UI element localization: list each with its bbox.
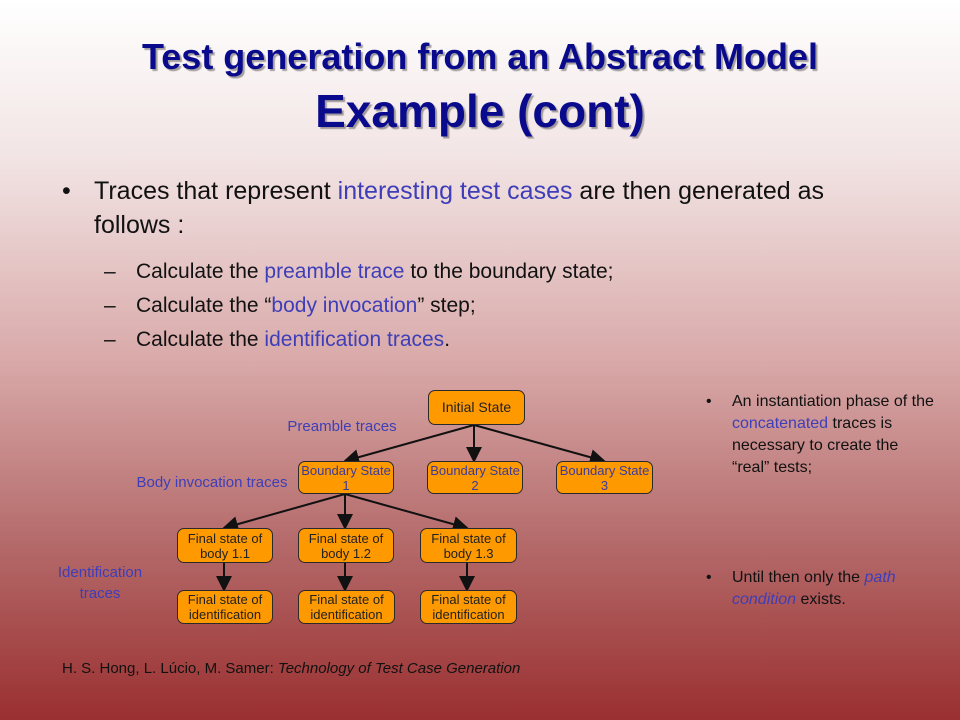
footer-authors: H. S. Hong, L. Lúcio, M. Samer: bbox=[62, 660, 278, 677]
slide-subtitle: Example (cont) bbox=[315, 85, 645, 137]
edge-root-bs3 bbox=[474, 425, 604, 461]
side-highlight: concatenated bbox=[732, 415, 829, 432]
side-text: traces is necessary to create the “real” tests; bbox=[732, 415, 899, 476]
side-text: Until then only the bbox=[732, 569, 865, 586]
node-final-identification-3: Final state of identification bbox=[420, 590, 517, 624]
node-final-body-1-3: Final state of body 1.3 bbox=[420, 528, 517, 563]
slide-title: Test generation from an Abstract Model bbox=[141, 36, 819, 77]
label-body-invocation-traces: Body invocation traces bbox=[136, 474, 288, 491]
sub-text: Calculate the bbox=[136, 328, 265, 351]
bullet-highlight: interesting test cases bbox=[337, 177, 573, 205]
sub-highlight: body invocation bbox=[271, 294, 418, 317]
sub-text: ” step; bbox=[417, 294, 476, 317]
node-boundary-state-1: Boundary State 1 bbox=[298, 461, 394, 494]
node-final-body-1-1: Final state of body 1.1 bbox=[177, 528, 273, 563]
sub-highlight: identification traces bbox=[264, 328, 445, 351]
side-note-path-condition bbox=[706, 567, 936, 611]
side-text: exists. bbox=[796, 591, 846, 608]
node-final-body-1-2: Final state of body 1.2 bbox=[298, 528, 394, 563]
sub-text: Calculate the bbox=[136, 260, 265, 283]
edge-bs1-fb1 bbox=[224, 494, 345, 528]
label-preamble-traces: Preamble traces bbox=[287, 418, 397, 435]
dash: – bbox=[104, 260, 116, 283]
sub-text: . bbox=[444, 328, 451, 351]
label-identification-traces: Identification traces bbox=[57, 564, 143, 602]
sub-text: to the boundary state; bbox=[404, 260, 614, 283]
sub-text: Calculate the “ bbox=[136, 294, 272, 317]
sub-highlight: preamble trace bbox=[264, 260, 405, 283]
bullet-marker: • bbox=[62, 177, 71, 205]
node-boundary-state-3: Boundary State 3 bbox=[556, 461, 653, 494]
bullet-text-pre: Traces that represent bbox=[94, 177, 338, 205]
side-highlight: path condition bbox=[732, 569, 896, 608]
footer-citation bbox=[62, 660, 520, 677]
footer-work-title: Technology of Test Case Generation bbox=[277, 660, 521, 677]
node-initial-state: Initial State bbox=[428, 390, 525, 425]
bullet-marker: • bbox=[706, 569, 712, 586]
node-boundary-state-2: Boundary State 2 bbox=[427, 461, 523, 494]
edge-bs1-fb3 bbox=[345, 494, 467, 528]
side-note-instantiation bbox=[706, 391, 936, 479]
dash: – bbox=[104, 328, 116, 351]
node-final-identification-2: Final state of identification bbox=[298, 590, 395, 624]
side-text: An instantiation phase of the bbox=[732, 393, 934, 410]
bullet-marker: • bbox=[706, 393, 712, 410]
bullet-text-post: are then generated as follows : bbox=[94, 177, 825, 239]
dash: – bbox=[104, 294, 116, 317]
node-final-identification-1: Final state of identification bbox=[177, 590, 273, 624]
